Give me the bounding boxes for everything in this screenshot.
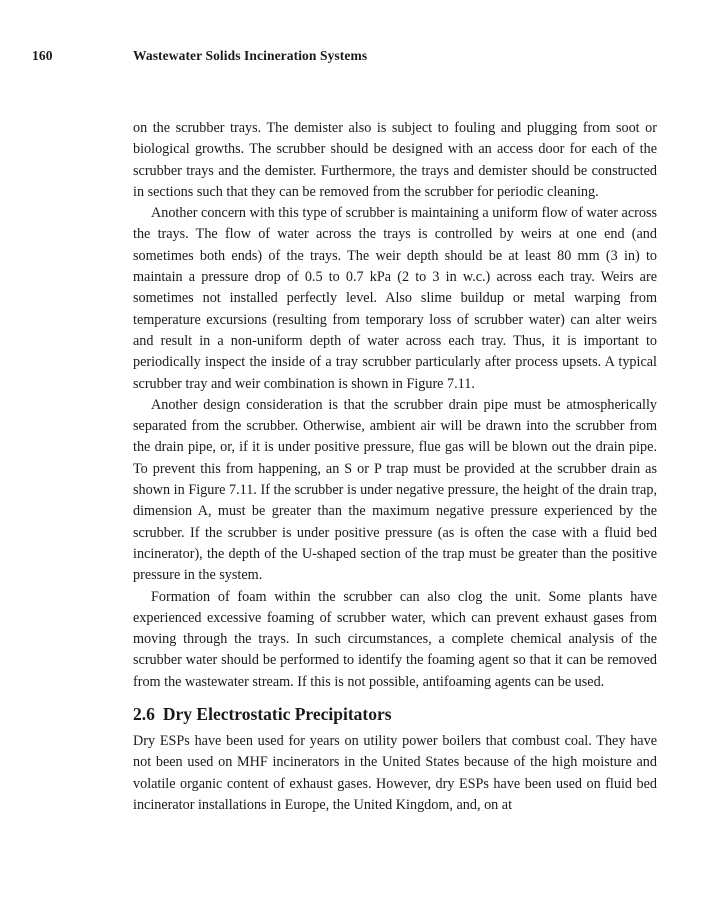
running-head [32, 48, 367, 64]
running-title: Wastewater Solids Incineration Systems [133, 48, 368, 63]
page-body [133, 118, 657, 816]
body-paragraph: Another design consideration is that the scrubber drain pipe must be atmospherically separated from the scrubber. Otherwise, ambient air will be drawn into the scrubber from the drain pipe, or, if it is under positive pressure, flue gas will be blown out the drain pipe. To prevent this from happening, an S or P trap must be provided at the scrubber drain as shown in Figure 7.11. If the scrubber is under negative pressure, the height of the drain trap, dimension A, must be greater than the maximum negative pressure experienced by the scrubber. If the scrubber is under positive pressure (as is often the case with a fluid bed incinerator), the depth of the U-shaped section of the trap must be greater than the positive pressure in the system. [133, 396, 657, 584]
body-paragraph: Dry ESPs have been used for years on utility power boilers that combust coal. They have not been used on MHF incinerators in the United States because of the high moisture and volatile organic content of exhaust gases. However, dry ESPs have been used on fluid bed incinerator installations in Europe, the United Kingdom, and, on at [133, 733, 657, 813]
section-title: Dry Electrostatic Precipitators [162, 704, 392, 725]
page-number: 160 [32, 48, 53, 63]
section-number: 2.6 [133, 704, 155, 725]
section-heading [133, 703, 657, 725]
body-paragraph: Another concern with this type of scrubber is maintaining a uniform flow of water across the trays. The flow of water across the trays is controlled by weirs at one end (and sometimes both ends) of the trays. The weir depth should be at least 80 mm (3 in) to maintain a pressure drop of 0.5 to 0.7 kPa (2 to 3 in w.c.) across each tray. Weirs are sometimes not installed perfectly level. Also slime buildup or metal warping from temperature excursions (resulting from temporary loss of scrubber water) can alter weirs and result in a non-uniform depth of water across each tray. Thus, it is important to periodically inspect the inside of a tray scrubber particularly after process upsets. A typical scrubber tray and weir combination is shown in Figure 7.11. [133, 205, 657, 392]
body-paragraph: on the scrubber trays. The demister also is subject to fouling and plugging from soot or biological growths. The scrubber should be designed with an access door for each of the scrubber trays and the demister. Furthermore, the trays and demister should be constructed in sections such that they can be removed from the scrubber for periodic cleaning. [133, 120, 657, 200]
body-paragraph: Formation of foam within the scrubber can also clog the unit. Some plants have experienced excessive foaming of scrubber water, which can prevent exhaust gases from moving through the trays. In such circumstances, a complete chemical analysis of the scrubber water should be performed to identify the foaming agent so that it can be removed from the wastewater stream. If this is not possible, antifoaming agents can be used. [133, 588, 657, 690]
